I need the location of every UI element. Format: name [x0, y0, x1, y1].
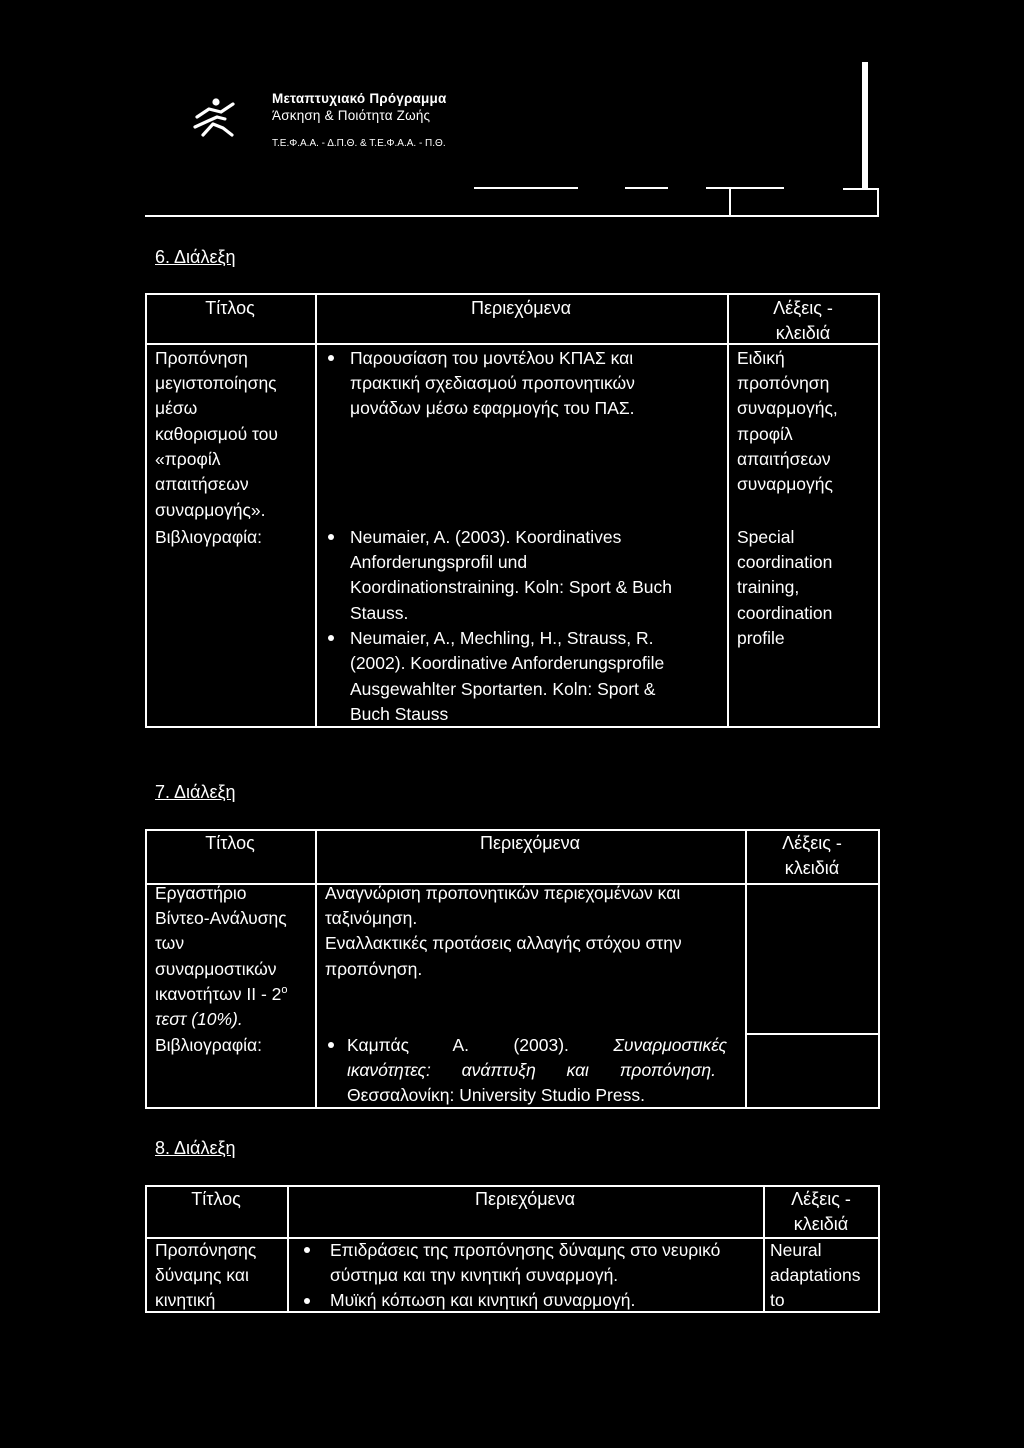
content-line: σύστημα και την κινητική συναρμογή. [330, 1264, 619, 1285]
bullet-icon [328, 635, 334, 641]
bullet-icon [328, 1042, 334, 1048]
bibliography-line: Neumaier, A. (2003). Koordinatives [350, 526, 622, 547]
bullet-icon [328, 534, 334, 540]
keyword-line: συναρμογής [737, 474, 833, 495]
lecture-8-title-cell [155, 1238, 256, 1314]
keyword-line: προπόνηση [737, 372, 830, 393]
lecture-8-heading: 8. Διάλεξη [155, 1138, 236, 1158]
program-subtitle: Άσκηση & Ποιότητα Ζωής [272, 108, 431, 123]
col-header-title [145, 296, 315, 321]
col-header-keywords-line: Λέξεις - [773, 298, 833, 318]
bibliography-line [347, 1033, 727, 1058]
keyword-line: adaptations [770, 1264, 861, 1285]
lecture-7-content-cell [325, 881, 682, 983]
title-line: απαιτήσεων [155, 474, 249, 495]
keyword-line: training, [737, 577, 800, 598]
lecture-6-heading: 6. Διάλεξη [155, 247, 236, 267]
header-vertical-bar [862, 62, 868, 190]
title-line-text: ικανοτήτων II - 2 [155, 984, 282, 1005]
col-header-keywords-line: Λέξεις - [791, 1188, 851, 1209]
content-line: προπόνηση. [325, 958, 423, 979]
logo-icon [192, 97, 238, 139]
lecture-7-heading: 7. Διάλεξη [155, 782, 236, 802]
column-divider [315, 295, 317, 726]
content-line: Εναλλακτικές προτάσεις αλλαγής στόχου στην [325, 933, 682, 954]
header-rule [145, 215, 879, 217]
header-rule [729, 187, 731, 217]
keyword-line: προφίλ [737, 423, 793, 444]
keyword-line: απαιτήσεων [737, 449, 831, 470]
col-header-content-text: Περιεχόμενα [479, 832, 581, 853]
keyword-line: coordination [737, 551, 833, 572]
bibliography-keywords-cell [737, 525, 832, 652]
col-header-keywords [763, 1187, 879, 1238]
header-rule [843, 188, 879, 190]
content-line: Μυϊκή κόπωση και κινητική συναρμογή. [330, 1290, 636, 1311]
content-line: Επιδράσεις της προπόνησης δύναμης στο νευρικό [330, 1239, 721, 1260]
bibliography-author-year: Καμπάς Α. (2003). [347, 1034, 569, 1055]
bullet-icon [304, 1298, 310, 1304]
bibliography-line: (2002). Koordinative Anforderungsprofile [350, 653, 665, 674]
institutions: Τ.Ε.Φ.Α.Α. - Δ.Π.Θ. & Τ.Ε.Φ.Α.Α. - Π.Θ. [272, 138, 446, 149]
lecture-6-title-cell [155, 346, 278, 524]
content-line: ταξινόμηση. [325, 907, 418, 928]
bibliography-title: Συναρμοστικές [613, 1034, 727, 1055]
keyword-line: to [770, 1290, 785, 1311]
bibliography-item [350, 626, 664, 728]
title-line: καθορισμού του [155, 423, 278, 444]
bibliography-label [155, 525, 262, 550]
title-line: δύναμης και [155, 1264, 249, 1285]
bullet-icon [328, 355, 334, 361]
bibliography-label-text: Βιβλιογραφία: [155, 1034, 263, 1055]
title-line [155, 982, 288, 1007]
col-header-content [315, 296, 727, 321]
title-line: τεστ (10%). [155, 1009, 243, 1030]
header-rule [625, 187, 668, 189]
title-line: συναρμογής». [155, 499, 266, 520]
keyword-line: coordination [737, 602, 833, 623]
bibliography-line: Θεσσαλονίκη: University Studio Press. [347, 1085, 645, 1106]
content-line: πρακτική σχεδιασμού προπονητικών [350, 372, 635, 393]
title-line: Βίντεο-Ανάλυσης [155, 907, 287, 928]
title-line: «προφίλ [155, 449, 221, 470]
lecture-8-content-item [330, 1238, 720, 1289]
keyword-line: Special [737, 526, 795, 547]
lecture-6-keywords-cell [737, 346, 838, 498]
title-line: των [155, 933, 185, 954]
col-header-keywords [745, 831, 879, 882]
col-header-title-text: Τίτλος [205, 832, 255, 853]
col-header-keywords-line: κλειδιά [775, 323, 831, 344]
ordinal-superscript: ο [281, 984, 288, 997]
keyword-line: profile [737, 628, 785, 649]
content-line: Αναγνώριση προπονητικών περιεχομένων και [325, 882, 681, 903]
column-divider [727, 295, 729, 726]
col-header-content-text: Περιεχόμενα [470, 298, 572, 318]
bibliography-line: Neumaier, A., Mechling, H., Strauss, R. [350, 628, 654, 649]
content-line: Παρουσίαση του μοντέλου ΚΠΑΣ και [350, 347, 634, 368]
bibliography-label [155, 1033, 262, 1058]
bibliography-line: ικανότητες: ανάπτυξη και προπόνηση. [347, 1059, 716, 1080]
keyword-line: Neural [770, 1239, 822, 1260]
col-header-content [315, 831, 745, 856]
keyword-line: Ειδική [737, 347, 785, 368]
col-header-title [145, 831, 315, 856]
title-line: συναρμοστικών [155, 958, 277, 979]
header-rule [474, 187, 578, 189]
lecture-8-content-item [330, 1288, 635, 1313]
bibliography-line: Stauss. [350, 602, 409, 623]
title-line: κινητική [155, 1290, 216, 1311]
bibliography-item [347, 1033, 727, 1109]
col-header-title-text: Τίτλος [205, 298, 255, 318]
header-rule [706, 187, 784, 189]
col-header-keywords-line: Λέξεις - [782, 832, 842, 853]
bullet-icon [304, 1247, 310, 1253]
col-header-keywords-line: κλειδιά [784, 857, 840, 878]
col-header-title [145, 1187, 287, 1212]
title-line: μεγιστοποίησης [155, 372, 277, 393]
bibliography-line: Buch Stauss [350, 704, 449, 725]
header-rule [877, 188, 879, 217]
lecture-7-title-cell [155, 881, 288, 1033]
bibliography-item [350, 525, 672, 627]
bibliography-line: Anforderungsprofil und [350, 551, 528, 572]
row-divider [745, 1033, 878, 1035]
lecture-8-keywords-cell [770, 1238, 861, 1314]
column-divider [315, 831, 317, 1107]
program-title: Μεταπτυχιακό Πρόγραμμα [272, 91, 447, 106]
bibliography-label-text: Βιβλιογραφία: [155, 526, 263, 547]
keyword-line: συναρμογής, [737, 398, 838, 419]
content-line: μονάδων μέσω εφαρμογής του ΠΑΣ. [350, 398, 635, 419]
title-line: Προπόνησης [155, 1239, 257, 1260]
col-header-keywords-line: κλειδιά [793, 1213, 849, 1234]
col-header-keywords [727, 296, 879, 347]
col-header-title-text: Τίτλος [191, 1188, 241, 1209]
lecture-6-content-item [350, 346, 635, 422]
title-line: μέσω [155, 398, 198, 419]
col-header-content-text: Περιεχόμενα [474, 1188, 576, 1209]
bibliography-line: Ausgewahlter Sportarten. Koln: Sport & [350, 678, 656, 699]
title-line: Εργαστήριο [155, 882, 247, 903]
col-header-content [287, 1187, 763, 1212]
title-line: Προπόνηση [155, 347, 248, 368]
bibliography-line: Koordinationstraining. Koln: Sport & Buch [350, 577, 672, 598]
